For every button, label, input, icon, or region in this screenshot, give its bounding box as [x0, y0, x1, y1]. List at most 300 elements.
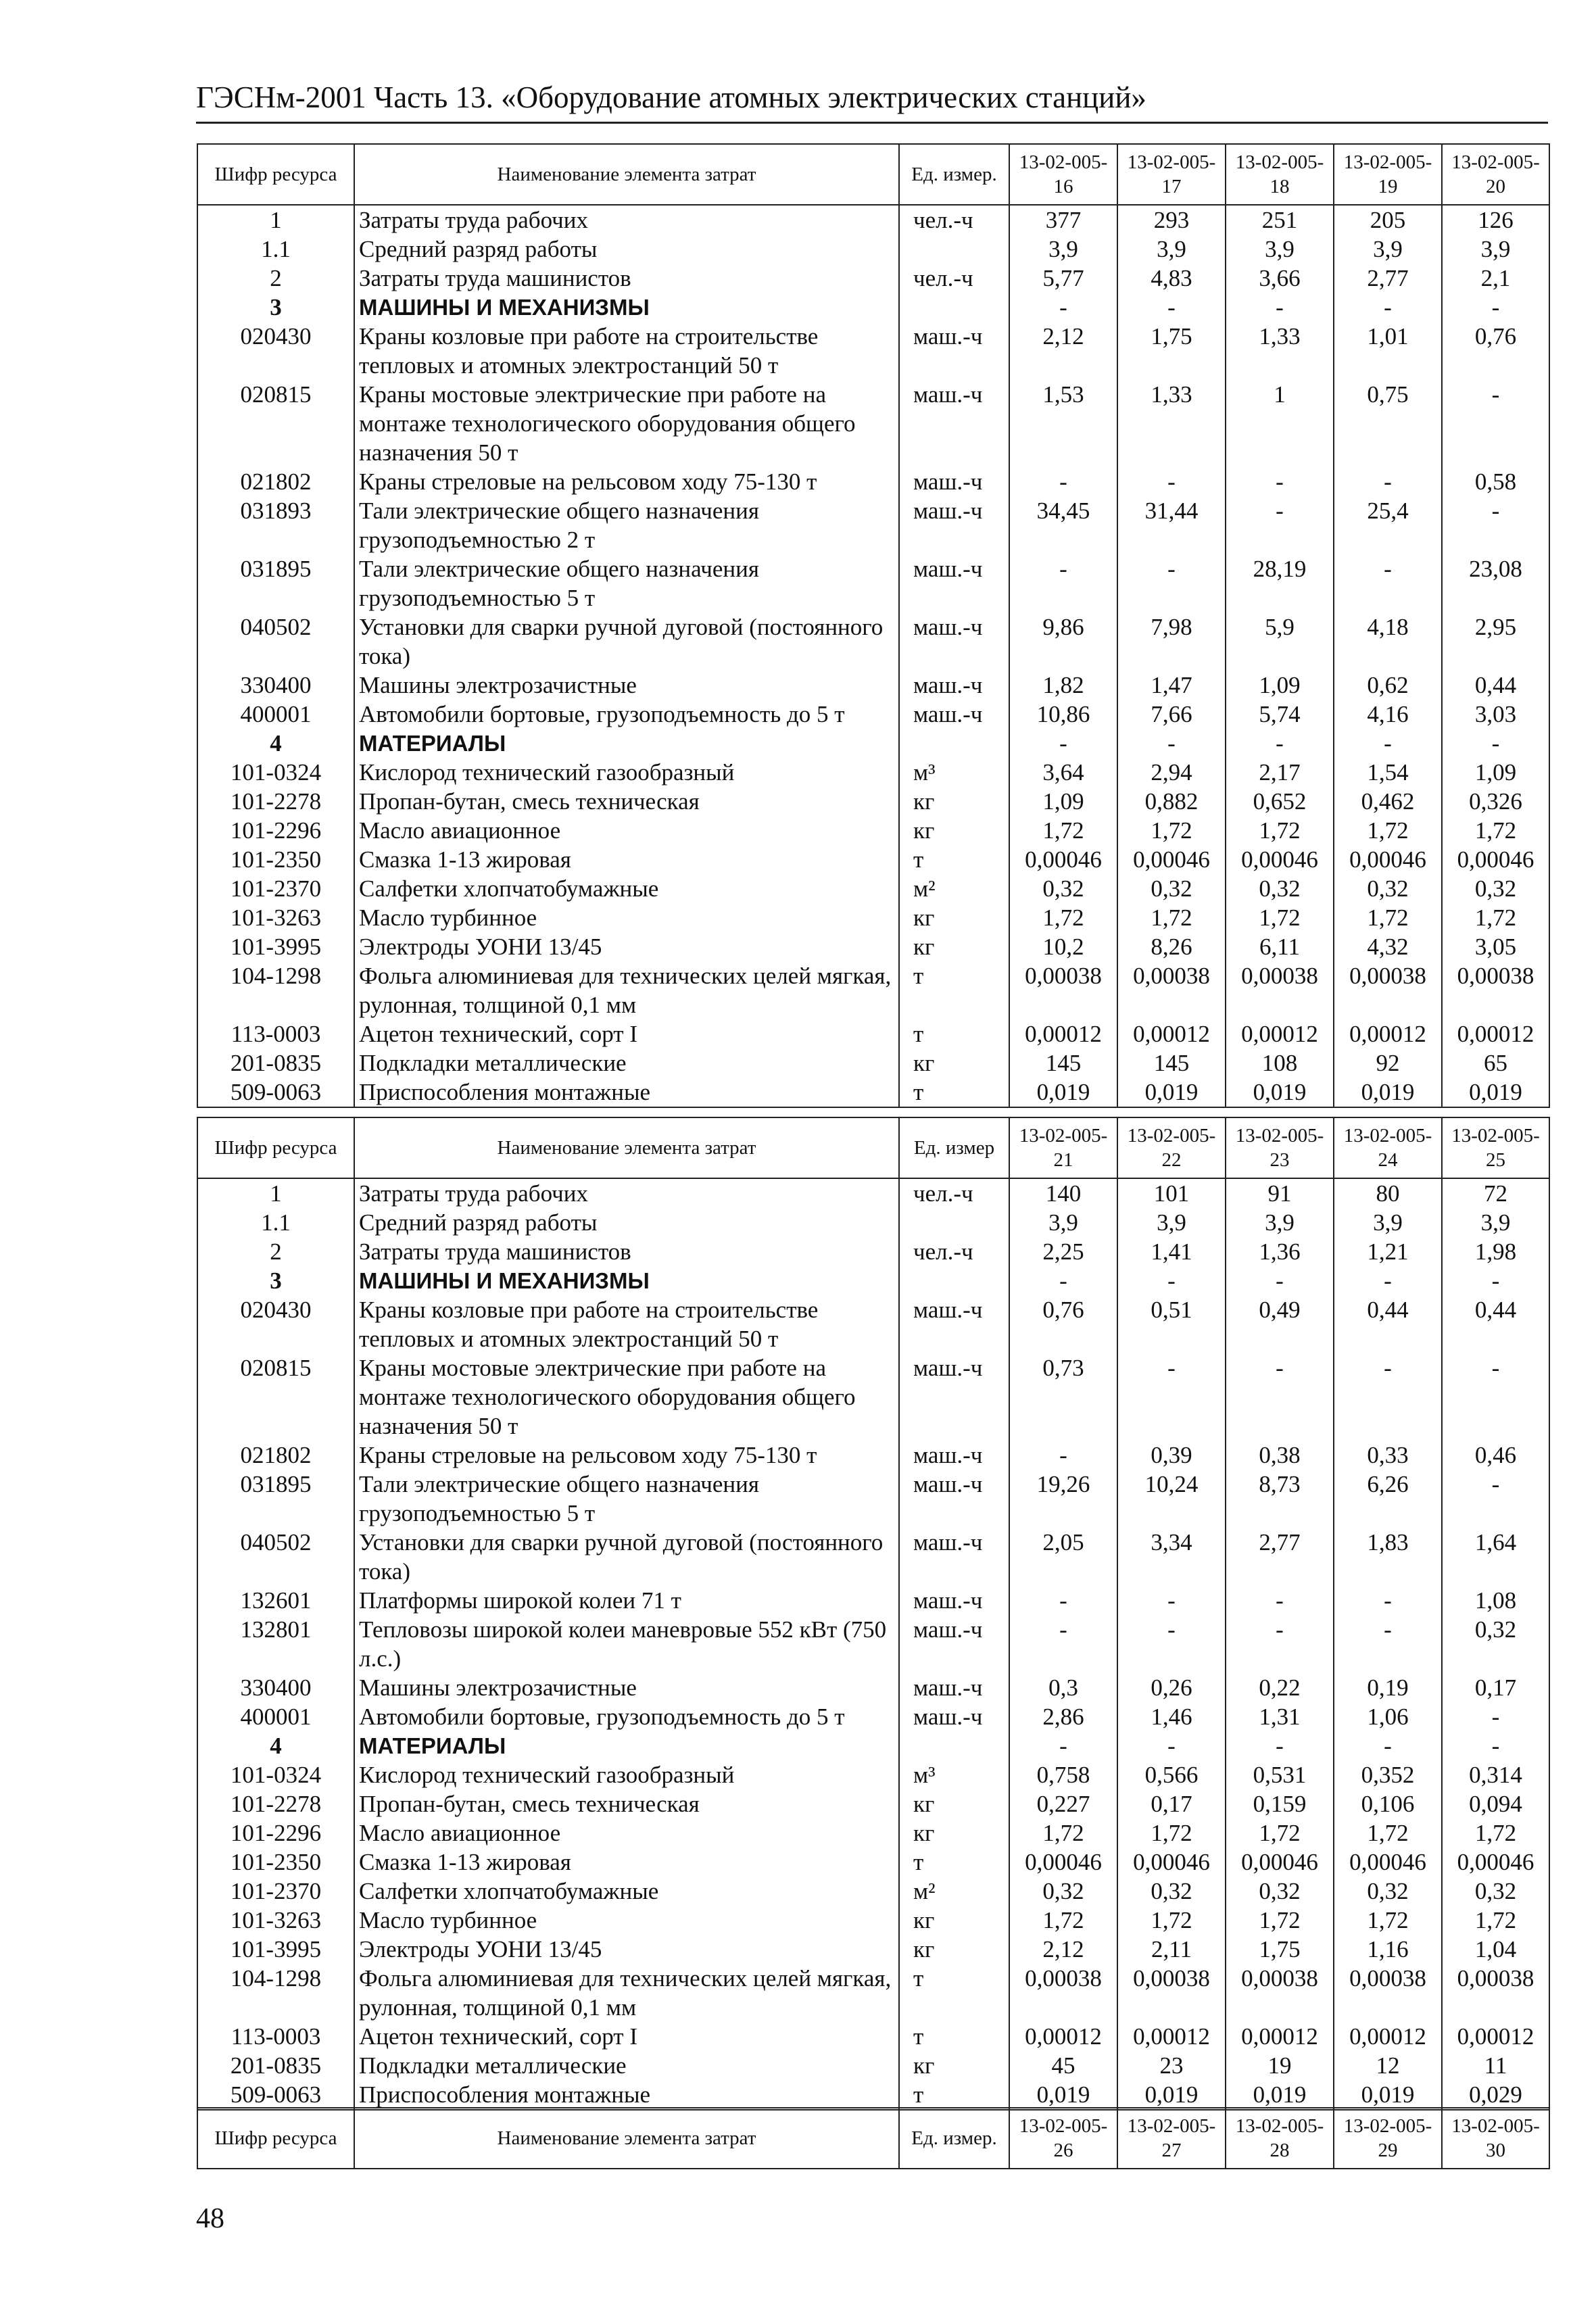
norm-value: - [1334, 554, 1442, 612]
resource-code: 031893 [197, 496, 354, 554]
unit-of-measure [899, 293, 1009, 322]
header-norm-code: 13-02-005-18 [1226, 144, 1334, 205]
norm-value: 3,05 [1442, 932, 1549, 961]
norm-value: 1,04 [1442, 1935, 1549, 1964]
cost-element-name: Средний разряд работы [354, 1208, 899, 1237]
unit-of-measure: маш.-ч [899, 612, 1009, 671]
norm-value: 5,74 [1226, 700, 1334, 729]
cost-element-name: Электроды УОНИ 13/45 [354, 1935, 899, 1964]
norm-value: - [1226, 1731, 1334, 1760]
cost-element-name: Средний разряд работы [354, 235, 899, 264]
norm-value: 2,11 [1117, 1935, 1226, 1964]
cost-element-name: МАТЕРИАЛЫ [354, 1731, 899, 1760]
resource-code: 101-3995 [197, 1935, 354, 1964]
norm-value: 8,26 [1117, 932, 1226, 961]
cost-element-name: Затраты труда рабочих [354, 205, 899, 235]
norm-value: 4,16 [1334, 700, 1442, 729]
table-row [197, 1848, 1549, 1877]
resource-table-3 [197, 2107, 1550, 2169]
resource-code: 101-2296 [197, 816, 354, 845]
resource-code: 101-2370 [197, 874, 354, 903]
norm-value: 0,019 [1009, 1078, 1117, 1107]
norm-value: 1,16 [1334, 1935, 1442, 1964]
table-row [197, 2080, 1549, 2110]
norm-value: 9,86 [1009, 612, 1117, 671]
norm-value: 3,66 [1226, 264, 1334, 293]
norm-value: 1,72 [1226, 1818, 1334, 1848]
table-row [197, 1935, 1549, 1964]
header-norm-code: 13-02-005-19 [1334, 144, 1442, 205]
header-rule [196, 122, 1548, 124]
norm-value: 1,75 [1226, 1935, 1334, 1964]
table-row [197, 2051, 1549, 2080]
norm-value: - [1442, 1266, 1549, 1295]
table-row [197, 1237, 1549, 1266]
header-norm-code: 13-02-005-23 [1226, 1117, 1334, 1178]
table-row [197, 205, 1549, 235]
header-name: Наименование элемента затрат [354, 2108, 899, 2169]
table-row [197, 1178, 1549, 1208]
unit-of-measure: м³ [899, 1760, 1009, 1789]
norm-value: - [1442, 380, 1549, 467]
norm-value: 145 [1009, 1048, 1117, 1078]
norm-value: 0,32 [1334, 1877, 1442, 1906]
unit-of-measure: т [899, 961, 1009, 1019]
norm-value: 0,32 [1334, 874, 1442, 903]
norm-value: 0,00046 [1009, 1848, 1117, 1877]
norm-value: 1,09 [1442, 758, 1549, 787]
header-norm-code: 13-02-005-25 [1442, 1117, 1549, 1178]
table-row [197, 700, 1549, 729]
unit-of-measure: т [899, 2022, 1009, 2051]
norm-value: 72 [1442, 1178, 1549, 1208]
norm-value: 11 [1442, 2051, 1549, 2080]
resource-code: 031895 [197, 554, 354, 612]
norm-value: 0,00038 [1334, 961, 1442, 1019]
cost-element-name: Тали электрические общего назначения грузоподъемностью 2 т [354, 496, 899, 554]
header-code: Шифр ресурса [197, 2108, 354, 2169]
section-row [197, 729, 1549, 758]
unit-of-measure: маш.-ч [899, 467, 1009, 496]
unit-of-measure [899, 1266, 1009, 1295]
norm-value: 1,72 [1009, 903, 1117, 932]
norm-value: - [1117, 293, 1226, 322]
norm-value: 1,98 [1442, 1237, 1549, 1266]
resource-code: 201-0835 [197, 1048, 354, 1078]
norm-value: 0,32 [1009, 1877, 1117, 1906]
norm-value: 0,019 [1117, 1078, 1226, 1107]
norm-value: 1,09 [1009, 787, 1117, 816]
table-row [197, 845, 1549, 874]
table-row [197, 467, 1549, 496]
norm-value: 0,51 [1117, 1295, 1226, 1353]
norm-value: 1,72 [1442, 1906, 1549, 1935]
norm-value: 2,77 [1226, 1528, 1334, 1586]
norm-value: 0,314 [1442, 1760, 1549, 1789]
norm-value: 3,9 [1117, 235, 1226, 264]
table-row [197, 758, 1549, 787]
norm-value: - [1334, 1353, 1442, 1441]
table-row [197, 1789, 1549, 1818]
cost-element-name: Салфетки хлопчатобумажные [354, 1877, 899, 1906]
unit-of-measure: чел.-ч [899, 264, 1009, 293]
unit-of-measure: т [899, 845, 1009, 874]
norm-value: 0,019 [1334, 2080, 1442, 2110]
resource-code: 101-0324 [197, 1760, 354, 1789]
norm-value: - [1117, 1266, 1226, 1295]
norm-value: 3,9 [1442, 1208, 1549, 1237]
resource-code: 1 [197, 205, 354, 235]
norm-value: 0,32 [1442, 874, 1549, 903]
norm-value: 1,46 [1117, 1702, 1226, 1731]
norm-value: 0,029 [1442, 2080, 1549, 2110]
header-norm-code: 13-02-005-27 [1117, 2108, 1226, 2169]
norm-value: 1,83 [1334, 1528, 1442, 1586]
norm-value: 0,00012 [1226, 1019, 1334, 1048]
resource-code: 031895 [197, 1470, 354, 1528]
section-row [197, 1731, 1549, 1760]
norm-value: 2,95 [1442, 612, 1549, 671]
norm-value: 3,9 [1334, 235, 1442, 264]
norm-value: 2,12 [1009, 1935, 1117, 1964]
norm-value: 0,00012 [1442, 2022, 1549, 2051]
header-norm-code: 13-02-005-24 [1334, 1117, 1442, 1178]
unit-of-measure: кг [899, 787, 1009, 816]
unit-of-measure [899, 1731, 1009, 1760]
norm-value: 3,03 [1442, 700, 1549, 729]
norm-value: 10,86 [1009, 700, 1117, 729]
table-row [197, 1615, 1549, 1673]
norm-value: 0,00046 [1226, 1848, 1334, 1877]
norm-value: 10,24 [1117, 1470, 1226, 1528]
norm-value: 0,00038 [1442, 961, 1549, 1019]
norm-value: - [1442, 1702, 1549, 1731]
unit-of-measure: т [899, 1078, 1009, 1107]
norm-value: - [1009, 1441, 1117, 1470]
norm-value: 0,00046 [1442, 845, 1549, 874]
resource-code: 101-0324 [197, 758, 354, 787]
norm-value: 7,66 [1117, 700, 1226, 729]
table-row [197, 1702, 1549, 1731]
norm-value: - [1334, 1615, 1442, 1673]
norm-value: 1,09 [1226, 671, 1334, 700]
norm-value: 1,01 [1334, 322, 1442, 380]
norm-value: 31,44 [1117, 496, 1226, 554]
cost-element-name: Ацетон технический, сорт I [354, 2022, 899, 2051]
table-row [197, 903, 1549, 932]
table-row [197, 1964, 1549, 2022]
norm-value: 23,08 [1442, 554, 1549, 612]
norm-value: 1 [1226, 380, 1334, 467]
unit-of-measure: т [899, 2080, 1009, 2110]
norm-value: 28,19 [1226, 554, 1334, 612]
norm-value: 0,3 [1009, 1673, 1117, 1702]
norm-value: 19,26 [1009, 1470, 1117, 1528]
norm-value: 0,00038 [1442, 1964, 1549, 2022]
norm-value: 145 [1117, 1048, 1226, 1078]
unit-of-measure: маш.-ч [899, 1441, 1009, 1470]
norm-value: 0,531 [1226, 1760, 1334, 1789]
norm-value: 0,019 [1117, 2080, 1226, 2110]
norm-value: - [1009, 1615, 1117, 1673]
norm-value: 1,31 [1226, 1702, 1334, 1731]
resource-code: 020815 [197, 380, 354, 467]
resource-code: 101-2370 [197, 1877, 354, 1906]
norm-value: 0,00038 [1117, 961, 1226, 1019]
norm-value: - [1009, 1266, 1117, 1295]
cost-element-name: Фольга алюминиевая для технических целей мягкая, рулонная, толщиной 0,1 мм [354, 1964, 899, 2022]
resource-code: 330400 [197, 671, 354, 700]
norm-value: 0,00046 [1334, 1848, 1442, 1877]
norm-value: - [1009, 293, 1117, 322]
cost-element-name: Электроды УОНИ 13/45 [354, 932, 899, 961]
norm-value: - [1117, 729, 1226, 758]
norm-value: - [1442, 496, 1549, 554]
unit-of-measure: кг [899, 1048, 1009, 1078]
table-row [197, 322, 1549, 380]
unit-of-measure: кг [899, 1818, 1009, 1848]
header-norm-code: 13-02-005-29 [1334, 2108, 1442, 2169]
resource-code: 020815 [197, 1353, 354, 1441]
page-number: 48 [196, 2203, 224, 2234]
cost-element-name: Платформы широкой колеи 71 т [354, 1586, 899, 1615]
norm-value: 0,019 [1226, 1078, 1334, 1107]
table-row [197, 1528, 1549, 1586]
cost-element-name: Краны мостовые электрические при работе на монтаже технологического оборудования общего назначения 50 т [354, 1353, 899, 1441]
norm-value: 2,05 [1009, 1528, 1117, 1586]
unit-of-measure: маш.-ч [899, 1702, 1009, 1731]
resource-code: 040502 [197, 1528, 354, 1586]
table-row [197, 235, 1549, 264]
norm-value: 1,72 [1117, 816, 1226, 845]
norm-value: 0,46 [1442, 1441, 1549, 1470]
table-row [197, 1048, 1549, 1078]
table-row [197, 1441, 1549, 1470]
norm-value: - [1334, 1266, 1442, 1295]
cost-element-name: Салфетки хлопчатобумажные [354, 874, 899, 903]
norm-value: 0,00012 [1009, 2022, 1117, 2051]
unit-of-measure: кг [899, 816, 1009, 845]
unit-of-measure: маш.-ч [899, 554, 1009, 612]
table-row [197, 1906, 1549, 1935]
cost-element-name: Приспособления монтажные [354, 1078, 899, 1107]
norm-value: 34,45 [1009, 496, 1117, 554]
cost-element-name: Краны мостовые электрические при работе на монтаже технологического оборудования общего назначения 50 т [354, 380, 899, 467]
cost-element-name: Машины электрозачистные [354, 1673, 899, 1702]
norm-value: 25,4 [1334, 496, 1442, 554]
resource-code: 104-1298 [197, 961, 354, 1019]
resource-code: 020430 [197, 1295, 354, 1353]
table-row [197, 1586, 1549, 1615]
norm-value: - [1442, 729, 1549, 758]
norm-value: 2,1 [1442, 264, 1549, 293]
header-name: Наименование элемента затрат [354, 1117, 899, 1178]
norm-value: 0,00046 [1226, 845, 1334, 874]
cost-element-name: Краны козловые при работе на строительстве тепловых и атомных электростанций 50 т [354, 1295, 899, 1353]
table-row [197, 1673, 1549, 1702]
resource-code: 021802 [197, 1441, 354, 1470]
cost-element-name: Тали электрические общего назначения грузоподъемностью 5 т [354, 554, 899, 612]
norm-value: - [1117, 554, 1226, 612]
cost-element-name: Приспособления монтажные [354, 2080, 899, 2110]
resource-code: 021802 [197, 467, 354, 496]
norm-value: 0,094 [1442, 1789, 1549, 1818]
norm-value: 1,54 [1334, 758, 1442, 787]
resource-code: 1 [197, 1178, 354, 1208]
resource-code: 101-2296 [197, 1818, 354, 1848]
unit-of-measure: маш.-ч [899, 322, 1009, 380]
unit-of-measure: маш.-ч [899, 1528, 1009, 1586]
norm-value: - [1226, 467, 1334, 496]
resource-code: 3 [197, 293, 354, 322]
table-header-row [197, 2108, 1549, 2169]
norm-value: 65 [1442, 1048, 1549, 1078]
norm-value: 2,94 [1117, 758, 1226, 787]
norm-value: 1,75 [1117, 322, 1226, 380]
norm-value: 0,17 [1442, 1673, 1549, 1702]
norm-value: 0,17 [1117, 1789, 1226, 1818]
norm-value: - [1226, 293, 1334, 322]
norm-value: - [1009, 554, 1117, 612]
unit-of-measure: маш.-ч [899, 1470, 1009, 1528]
norm-value: 0,00046 [1442, 1848, 1549, 1877]
norm-value: 1,21 [1334, 1237, 1442, 1266]
table-row [197, 1078, 1549, 1107]
cost-element-name: Краны стреловые на рельсовом ходу 75-130 т [354, 1441, 899, 1470]
norm-value: 0,462 [1334, 787, 1442, 816]
table-row [197, 932, 1549, 961]
norm-value: 1,72 [1226, 903, 1334, 932]
norm-value: 0,32 [1009, 874, 1117, 903]
unit-of-measure: маш.-ч [899, 1586, 1009, 1615]
unit-of-measure: м³ [899, 758, 1009, 787]
norm-value: 0,39 [1117, 1441, 1226, 1470]
norm-value: - [1117, 1731, 1226, 1760]
unit-of-measure: кг [899, 1935, 1009, 1964]
norm-value: - [1334, 293, 1442, 322]
norm-value: 1,72 [1009, 1818, 1117, 1848]
table-row [197, 1877, 1549, 1906]
norm-value: 23 [1117, 2051, 1226, 2080]
header-norm-code: 13-02-005-17 [1117, 144, 1226, 205]
cost-element-name: МАТЕРИАЛЫ [354, 729, 899, 758]
resource-code: 3 [197, 1266, 354, 1295]
cost-element-name: Подкладки металлические [354, 1048, 899, 1078]
unit-of-measure: маш.-ч [899, 700, 1009, 729]
cost-element-name: Ацетон технический, сорт I [354, 1019, 899, 1048]
norm-value: 1,72 [1442, 1818, 1549, 1848]
norm-value: 2,86 [1009, 1702, 1117, 1731]
header-unit: Ед. измер. [899, 2108, 1009, 2169]
norm-value: 0,32 [1442, 1877, 1549, 1906]
norm-value: 0,76 [1009, 1295, 1117, 1353]
norm-value: 0,19 [1334, 1673, 1442, 1702]
table-row [197, 1470, 1549, 1528]
norm-value: 2,12 [1009, 322, 1117, 380]
norm-value: 377 [1009, 205, 1117, 235]
resource-code: 101-3995 [197, 932, 354, 961]
norm-value: 12 [1334, 2051, 1442, 2080]
norm-value: 0,38 [1226, 1441, 1334, 1470]
norm-value: 1,72 [1226, 816, 1334, 845]
norm-value: - [1117, 467, 1226, 496]
norm-value: 1,36 [1226, 1237, 1334, 1266]
resource-code: 113-0003 [197, 1019, 354, 1048]
header-norm-code: 13-02-005-21 [1009, 1117, 1117, 1178]
norm-value: 0,76 [1442, 322, 1549, 380]
norm-value: - [1009, 1586, 1117, 1615]
norm-value: 0,73 [1009, 1353, 1117, 1441]
norm-value: 5,77 [1009, 264, 1117, 293]
norm-value: 1,33 [1226, 322, 1334, 380]
norm-value: 0,00012 [1226, 2022, 1334, 2051]
unit-of-measure: маш.-ч [899, 671, 1009, 700]
cost-element-name: Затраты труда машинистов [354, 1237, 899, 1266]
unit-of-measure: маш.-ч [899, 1295, 1009, 1353]
norm-value: 1,47 [1117, 671, 1226, 700]
unit-of-measure: т [899, 1848, 1009, 1877]
norm-value: 1,72 [1117, 903, 1226, 932]
table-row [197, 816, 1549, 845]
norm-value: 0,352 [1334, 1760, 1442, 1789]
norm-value: 1,72 [1334, 903, 1442, 932]
norm-value: 0,26 [1117, 1673, 1226, 1702]
cost-element-name: Масло турбинное [354, 903, 899, 932]
resource-table-2 [197, 1117, 1550, 2110]
norm-value: 1,82 [1009, 671, 1117, 700]
norm-value: 0,019 [1334, 1078, 1442, 1107]
norm-value: 0,32 [1442, 1615, 1549, 1673]
unit-of-measure: кг [899, 2051, 1009, 2080]
norm-value: 2,17 [1226, 758, 1334, 787]
table-row [197, 671, 1549, 700]
table-row [197, 874, 1549, 903]
norm-value: 0,159 [1226, 1789, 1334, 1818]
unit-of-measure: м² [899, 1877, 1009, 1906]
header-unit: Ед. измер. [899, 144, 1009, 205]
norm-value: - [1117, 1615, 1226, 1673]
header-norm-code: 13-02-005-16 [1009, 144, 1117, 205]
table-row [197, 496, 1549, 554]
resource-code: 1.1 [197, 235, 354, 264]
resource-code: 104-1298 [197, 1964, 354, 2022]
norm-value: 5,9 [1226, 612, 1334, 671]
cost-element-name: Машины электрозачистные [354, 671, 899, 700]
norm-value: - [1442, 293, 1549, 322]
norm-value: 3,9 [1009, 1208, 1117, 1237]
cost-element-name: Установки для сварки ручной дуговой (постоянного тока) [354, 1528, 899, 1586]
norm-value: 0,00038 [1009, 961, 1117, 1019]
unit-of-measure: кг [899, 932, 1009, 961]
header-code: Шифр ресурса [197, 144, 354, 205]
norm-value: 0,00046 [1334, 845, 1442, 874]
norm-value: - [1226, 1353, 1334, 1441]
norm-value: 0,00012 [1442, 1019, 1549, 1048]
norm-value: 1,06 [1334, 1702, 1442, 1731]
norm-value: 1,72 [1334, 1906, 1442, 1935]
norm-value: 0,882 [1117, 787, 1226, 816]
norm-value: 0,32 [1117, 1877, 1226, 1906]
norm-value: 6,11 [1226, 932, 1334, 961]
unit-of-measure: чел.-ч [899, 1178, 1009, 1208]
norm-value: 1,08 [1442, 1586, 1549, 1615]
resource-code: 400001 [197, 700, 354, 729]
table-row [197, 380, 1549, 467]
resource-code: 101-2350 [197, 845, 354, 874]
norm-value: 0,00038 [1226, 1964, 1334, 2022]
table-row [197, 1295, 1549, 1353]
norm-value: - [1334, 729, 1442, 758]
